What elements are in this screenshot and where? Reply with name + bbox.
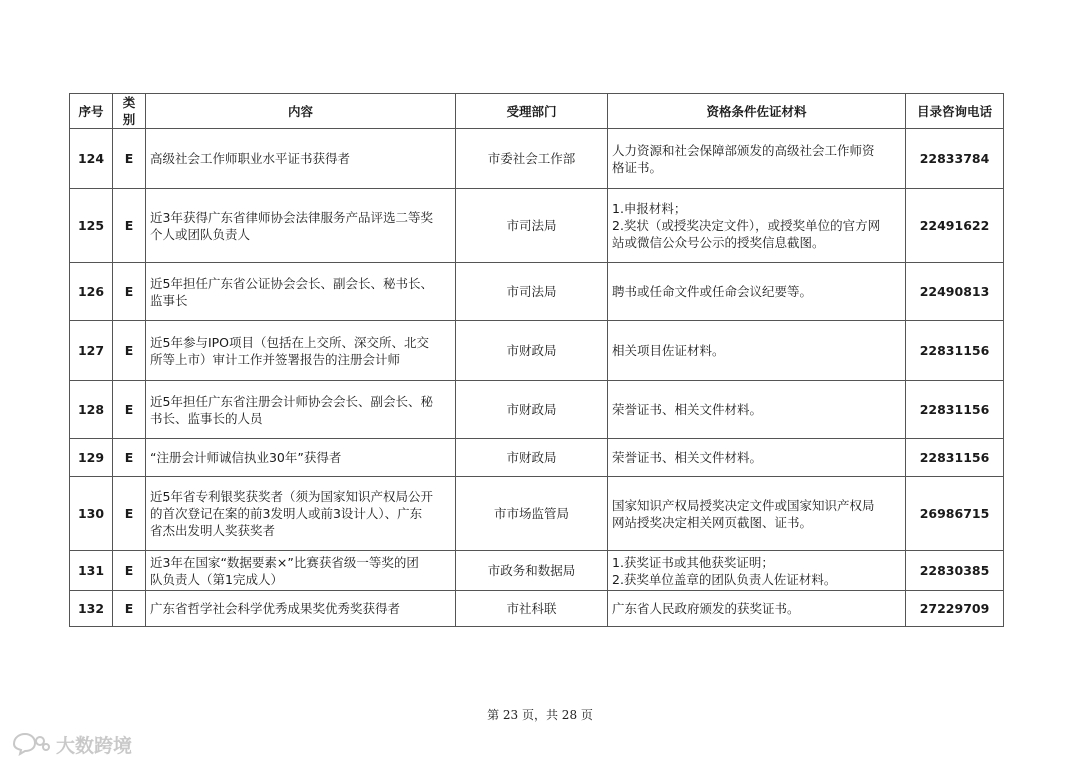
- row-department: 市委社会工作部: [456, 129, 608, 189]
- row-phone: 22831156: [906, 321, 1004, 381]
- row-serial: 128: [70, 381, 113, 439]
- row-phone: 22833784: [906, 129, 1004, 189]
- header-phone: 目录咨询电话: [906, 94, 1004, 129]
- row-department: 市财政局: [456, 381, 608, 439]
- page-footer: 第 23 页，共 28 页: [487, 708, 593, 722]
- policy-table: [69, 93, 1004, 627]
- row-category: E: [113, 263, 146, 321]
- row-serial: 132: [70, 591, 113, 627]
- table-row: [70, 381, 1004, 439]
- header-department: 受理部门: [456, 94, 608, 129]
- row-content: 近3年在国家“数据要素×”比赛获省级一等奖的团 队负责人（第1完成人）: [146, 551, 456, 591]
- row-phone: 22831156: [906, 381, 1004, 439]
- table-row: [70, 189, 1004, 263]
- row-phone: 22490813: [906, 263, 1004, 321]
- table-header-row: [70, 94, 1004, 129]
- row-material: 聘书或任命文件或任命会议纪要等。: [608, 263, 906, 321]
- row-category: E: [113, 591, 146, 627]
- table-row: [70, 129, 1004, 189]
- row-phone: 26986715: [906, 477, 1004, 551]
- table-row: [70, 551, 1004, 591]
- row-content: 近3年获得广东省律师协会法律服务产品评选二等奖 个人或团队负责人: [146, 189, 456, 263]
- row-category: E: [113, 321, 146, 381]
- row-department: 市社科联: [456, 591, 608, 627]
- row-phone: 22831156: [906, 439, 1004, 477]
- row-department: 市市场监管局: [456, 477, 608, 551]
- row-serial: 131: [70, 551, 113, 591]
- row-department: 市政务和数据局: [456, 551, 608, 591]
- wechat-bubble-icon: [10, 732, 50, 756]
- row-material: 荣誉证书、相关文件材料。: [608, 439, 906, 477]
- row-content: 广东省哲学社会科学优秀成果奖优秀奖获得者: [146, 591, 456, 627]
- header-material: 资格条件佐证材料: [608, 94, 906, 129]
- row-department: 市财政局: [456, 439, 608, 477]
- row-department: 市司法局: [456, 189, 608, 263]
- header-category: 类别: [113, 94, 146, 129]
- table-row: [70, 477, 1004, 551]
- row-material: 人力资源和社会保障部颁发的高级社会工作师资 格证书。: [608, 129, 906, 189]
- row-content: 近5年担任广东省注册会计师协会会长、副会长、秘 书长、监事长的人员: [146, 381, 456, 439]
- row-content: “注册会计师诚信执业30年”获得者: [146, 439, 456, 477]
- row-content: 近5年参与IPO项目（包括在上交所、深交所、北交 所等上市）审计工作并签署报告的注册会计师: [146, 321, 456, 381]
- row-department: 市司法局: [456, 263, 608, 321]
- table-row: [70, 439, 1004, 477]
- watermark-text: 大数跨境: [56, 734, 133, 757]
- row-phone: 22830385: [906, 551, 1004, 591]
- row-material: 广东省人民政府颁发的获奖证书。: [608, 591, 906, 627]
- row-serial: 124: [70, 129, 113, 189]
- header-content: 内容: [146, 94, 456, 129]
- row-serial: 125: [70, 189, 113, 263]
- row-category: E: [113, 129, 146, 189]
- row-material: 相关项目佐证材料。: [608, 321, 906, 381]
- row-content: 近5年省专利银奖获奖者（须为国家知识产权局公开 的首次登记在案的前3发明人或前3设计人）、广东 省杰出发明人奖获奖者: [146, 477, 456, 551]
- row-category: E: [113, 551, 146, 591]
- row-phone: 27229709: [906, 591, 1004, 627]
- header-serial: 序号: [70, 94, 113, 129]
- table-row: [70, 591, 1004, 627]
- row-material: 1.获奖证书或其他获奖证明； 2.获奖单位盖章的团队负责人佐证材料。: [608, 551, 906, 591]
- row-category: E: [113, 381, 146, 439]
- row-material: 荣誉证书、相关文件材料。: [608, 381, 906, 439]
- table-row: [70, 321, 1004, 381]
- table-row: [70, 263, 1004, 321]
- row-serial: 127: [70, 321, 113, 381]
- row-category: E: [113, 189, 146, 263]
- row-phone: 22491622: [906, 189, 1004, 263]
- row-serial: 129: [70, 439, 113, 477]
- row-serial: 126: [70, 263, 113, 321]
- row-material: 1.申报材料； 2.奖状（或授奖决定文件），或授奖单位的官方网 站或微信公众号公示的授奖信息截图。: [608, 189, 906, 263]
- row-department: 市财政局: [456, 321, 608, 381]
- row-category: E: [113, 477, 146, 551]
- row-content: 近5年担任广东省公证协会会长、副会长、秘书长、 监事长: [146, 263, 456, 321]
- watermark: [10, 730, 132, 758]
- row-category: E: [113, 439, 146, 477]
- row-material: 国家知识产权局授奖决定文件或国家知识产权局 网站授奖决定相关网页截图、证书。: [608, 477, 906, 551]
- row-content: 高级社会工作师职业水平证书获得者: [146, 129, 456, 189]
- row-serial: 130: [70, 477, 113, 551]
